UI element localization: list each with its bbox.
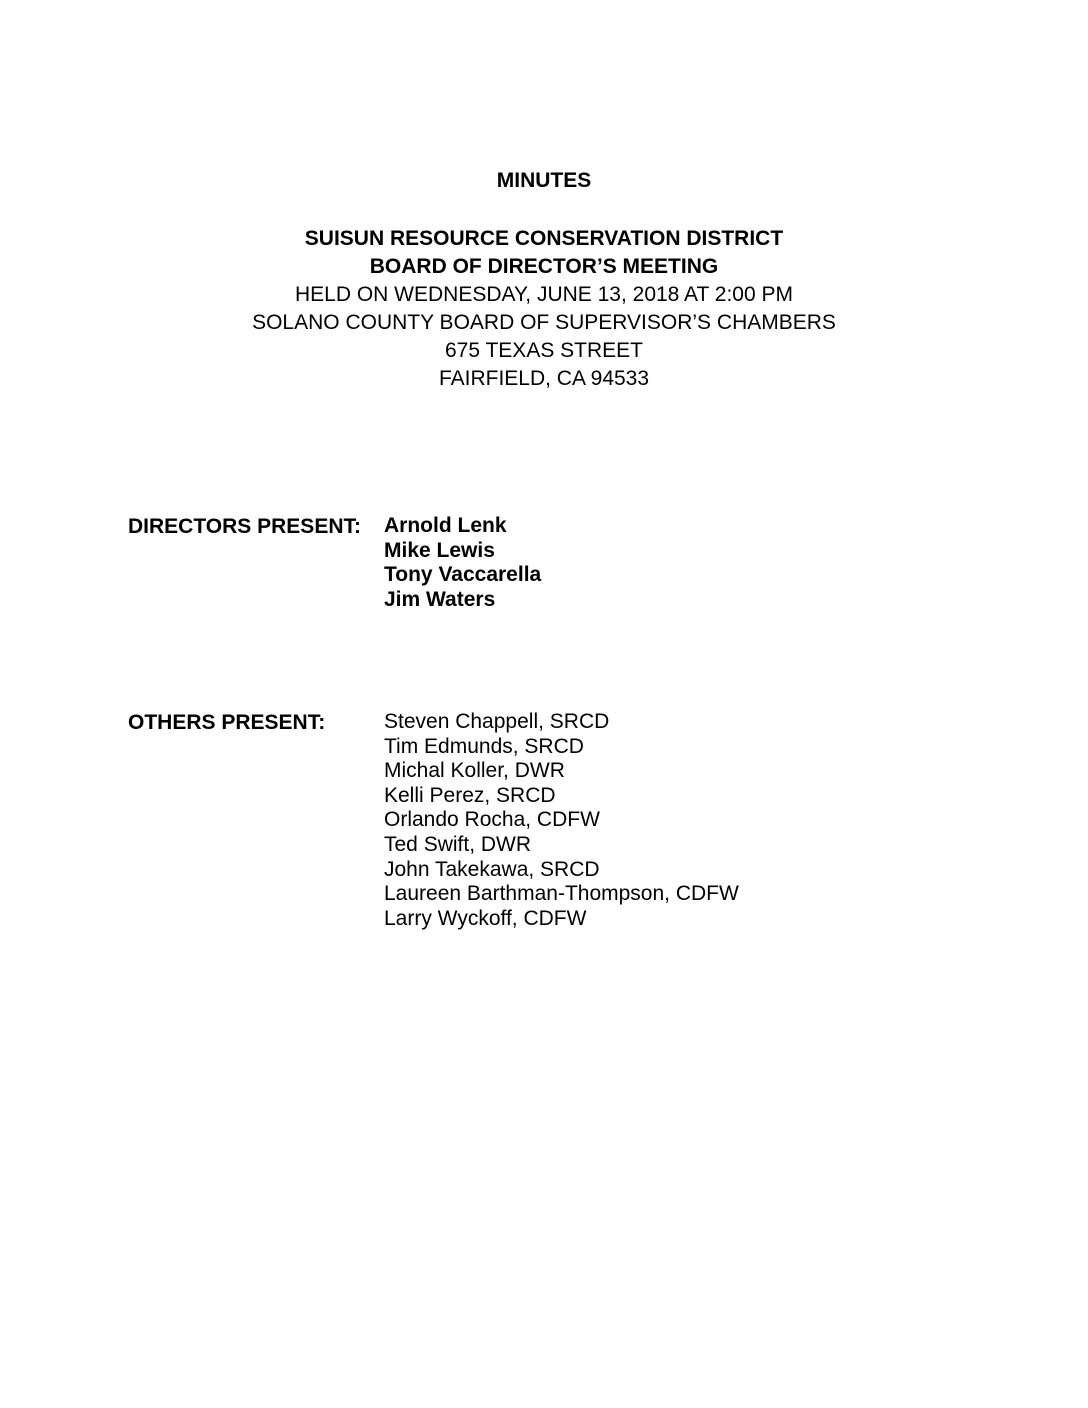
- list-item: Kelli Perez, SRCD: [384, 783, 556, 807]
- list-item: Orlando Rocha, CDFW: [384, 808, 600, 832]
- document-title: MINUTES: [496, 169, 592, 192]
- venue-street: 675 TEXAS STREET: [444, 339, 644, 362]
- meeting-date: HELD ON WEDNESDAY, JUNE 13, 2018 AT 2:00 PM: [295, 283, 793, 306]
- list-item: Tim Edmunds, SRCD: [384, 734, 584, 758]
- meeting-name: BOARD OF DIRECTOR’S MEETING: [369, 255, 719, 278]
- list-item: Michal Koller, DWR: [384, 759, 565, 783]
- list-item: Larry Wyckoff, CDFW: [384, 906, 587, 930]
- venue-city: FAIRFIELD, CA 94533: [438, 367, 650, 390]
- list-item: Laureen Barthman-Thompson, CDFW: [384, 882, 739, 906]
- directors-list: [384, 514, 541, 612]
- meeting-venue: SOLANO COUNTY BOARD OF SUPERVISOR’S CHAMBERS: [252, 311, 836, 334]
- directors-present-label: DIRECTORS PRESENT:: [128, 515, 361, 538]
- list-item: Arnold Lenk: [384, 514, 507, 537]
- list-item: Jim Waters: [384, 587, 496, 611]
- organization-name: SUISUN RESOURCE CONSERVATION DISTRICT: [304, 227, 784, 250]
- list-item: Ted Swift, DWR: [384, 832, 532, 856]
- list-item: Tony Vaccarella: [384, 563, 542, 587]
- others-present-label: OTHERS PRESENT:: [128, 711, 326, 734]
- list-item: Steven Chappell, SRCD: [384, 710, 610, 733]
- others-list: [384, 710, 739, 931]
- list-item: John Takekawa, SRCD: [384, 857, 600, 881]
- list-item: Mike Lewis: [384, 538, 495, 562]
